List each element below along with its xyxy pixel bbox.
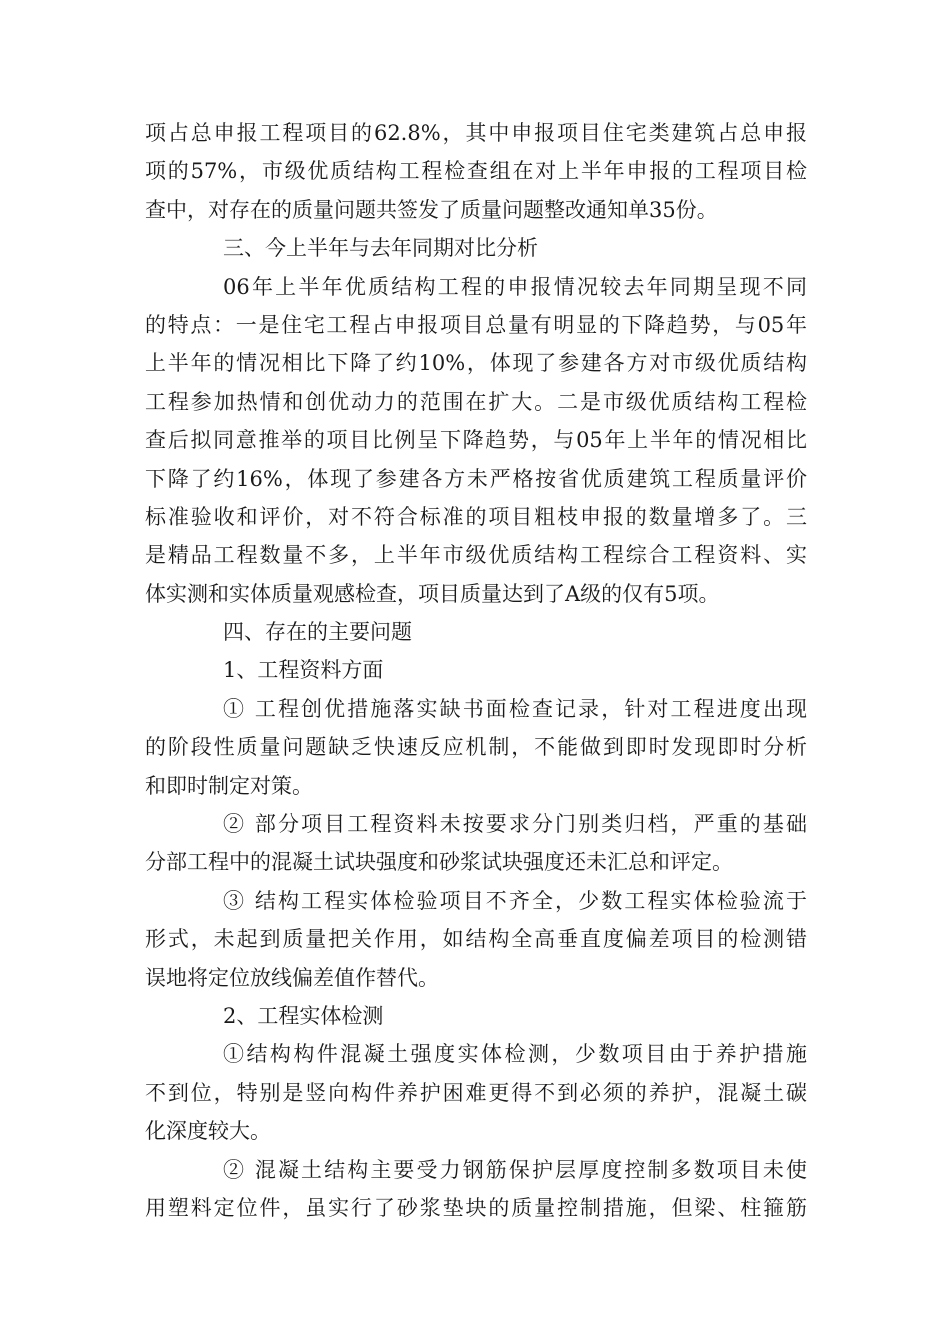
subsection-heading: 2、工程实体检测 [223, 1003, 384, 1028]
paragraph-line: 查中，对存在的质量问题共签发了质量问题整改通知单35份。 [145, 197, 718, 222]
paragraph-line: 项的57%，市级优质结构工程检查组在对上半年申报的工程项目检 [145, 159, 807, 184]
paragraph-line: 标准验收和评价，对不符合标准的项目粗枝申报的数量增多了。三 [145, 504, 807, 529]
paragraph-line: 查后拟同意推举的项目比例呈下降趋势，与05年上半年的情况相比 [145, 428, 807, 453]
paragraph-line: 是精品工程数量不多，上半年市级优质结构工程综合工程资料、实 [145, 543, 807, 568]
section-heading: 四、存在的主要问题 [223, 620, 412, 645]
paragraph-line: 不到位，特别是竖向构件养护困难更得不到必须的养护，混凝土碳 [145, 1080, 807, 1105]
paragraph-line: ② 部分项目工程资料未按要求分门别类归档，严重的基础 [223, 812, 807, 837]
paragraph-line: 的特点：一是住宅工程占申报项目总量有明显的下降趋势，与05年 [145, 312, 807, 337]
document-page [145, 114, 807, 1227]
paragraph-line: 形式，未起到质量把关作用，如结构全高垂直度偏差项目的检测错 [145, 927, 807, 952]
paragraph-line: 用塑料定位件，虽实行了砂浆垫块的质量控制措施，但梁、柱箍筋 [145, 1195, 807, 1220]
paragraph-line: 的阶段性质量问题缺乏快速反应机制，不能做到即时发现即时分析 [145, 735, 807, 760]
paragraph-line: ③ 结构工程实体检验项目不齐全，少数工程实体检验流于 [223, 888, 807, 913]
paragraph-line: ① 工程创优措施落实缺书面检查记录，针对工程进度出现 [223, 696, 807, 721]
paragraph-line: 下降了约16%，体现了参建各方未严格按省优质建筑工程质量评价 [145, 466, 807, 491]
paragraph-line: 项占总申报工程项目的62.8%，其中申报项目住宅类建筑占总申报 [145, 121, 807, 145]
paragraph-line: 06年上半年优质结构工程的申报情况较去年同期呈现不同 [223, 274, 807, 299]
paragraph-line: ①结构构件混凝土强度实体检测，少数项目由于养护措施 [223, 1042, 807, 1067]
paragraph-line: 化深度较大。 [145, 1119, 271, 1144]
paragraph-line: ② 混凝土结构主要受力钢筋保护层厚度控制多数项目未使 [223, 1157, 807, 1182]
paragraph-line: 工程参加热情和创优动力的范围在扩大。二是市级优质结构工程检 [145, 389, 807, 414]
paragraph-line: 体实测和实体质量观感检查，项目质量达到了A级的仅有5项。 [145, 581, 720, 606]
paragraph-line: 和即时制定对策。 [145, 773, 313, 798]
paragraph-line: 误地将定位放线偏差值作替代。 [145, 965, 439, 990]
section-heading: 三、今上半年与去年同期对比分析 [223, 236, 538, 261]
paragraph-line: 上半年的情况相比下降了约10%，体现了参建各方对市级优质结构 [145, 351, 807, 376]
subsection-heading: 1、工程资料方面 [223, 658, 384, 683]
paragraph-line: 分部工程中的混凝土试块强度和砂浆试块强度还未汇总和评定。 [145, 850, 733, 875]
